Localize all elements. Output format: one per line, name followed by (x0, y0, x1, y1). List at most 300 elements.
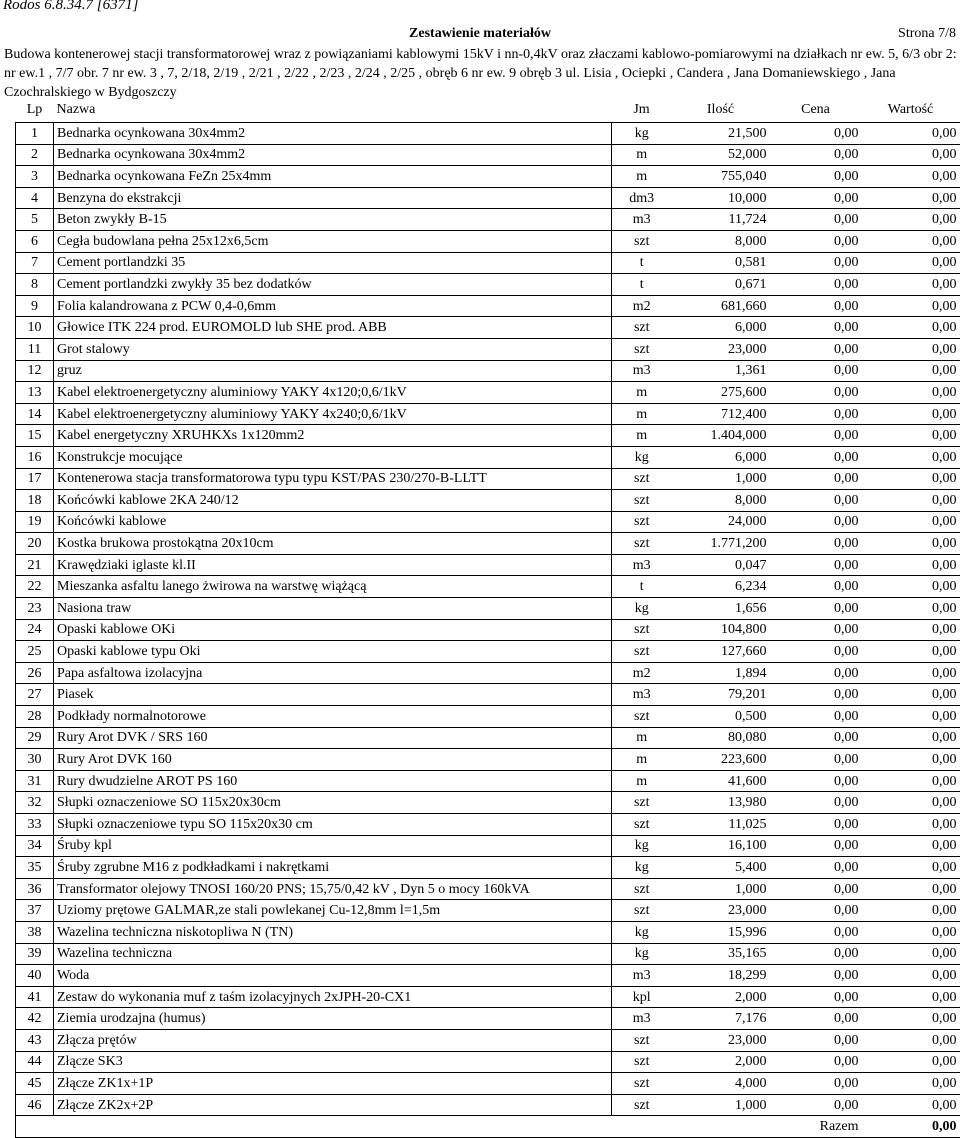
cell-unit: szt (612, 468, 672, 490)
cell-value: 0,00 (862, 727, 960, 749)
cell-value: 0,00 (862, 1051, 960, 1073)
table-row (16, 209, 960, 231)
cell-lp: 2 (16, 144, 54, 166)
table-row (16, 1051, 960, 1073)
cell-price: 0,00 (770, 295, 862, 317)
cell-price: 0,00 (770, 986, 862, 1008)
cell-quantity: 6,234 (672, 576, 770, 598)
cell-quantity: 35,165 (672, 943, 770, 965)
cell-name: Uziomy prętowe GALMAR,ze stali powlekanej Cu-12,8mm l=1,5m (54, 900, 612, 922)
cell-quantity: 79,201 (672, 684, 770, 706)
cell-value: 0,00 (862, 857, 960, 879)
cell-lp: 45 (16, 1073, 54, 1095)
cell-quantity: 0,671 (672, 274, 770, 296)
cell-value: 0,00 (862, 425, 960, 447)
cell-name: Złącze ZK2x+2P (54, 1094, 612, 1116)
cell-unit: szt (612, 641, 672, 663)
total-row (16, 1116, 960, 1138)
cell-price: 0,00 (770, 835, 862, 857)
cell-unit: m3 (612, 209, 672, 231)
cell-unit: szt (612, 706, 672, 728)
cell-quantity: 0,500 (672, 706, 770, 728)
cell-lp: 36 (16, 878, 54, 900)
cell-quantity: 8,000 (672, 490, 770, 512)
cell-price: 0,00 (770, 1051, 862, 1073)
cell-lp: 26 (16, 662, 54, 684)
cell-unit: szt (612, 792, 672, 814)
cell-quantity: 712,400 (672, 403, 770, 425)
table-row (16, 468, 960, 490)
cell-unit: m2 (612, 662, 672, 684)
cell-price: 0,00 (770, 1008, 862, 1030)
cell-quantity: 7,176 (672, 1008, 770, 1030)
cell-name: Cement portlandzki zwykły 35 bez dodatków (54, 274, 612, 296)
page-number: Strona 7/8 (898, 26, 956, 41)
cell-name: Końcówki kablowe 2KA 240/12 (54, 490, 612, 512)
table-row (16, 252, 960, 274)
cell-name: Zestaw do wykonania muf z taśm izolacyjnych 2xJPH-20-CX1 (54, 986, 612, 1008)
cell-price: 0,00 (770, 166, 862, 188)
table-row (16, 900, 960, 922)
table-row (16, 576, 960, 598)
column-header-lp: Lp (16, 97, 54, 123)
cell-name: Kostka brukowa prostokątna 20x10cm (54, 533, 612, 555)
cell-name: Nasiona traw (54, 598, 612, 620)
table-row (16, 511, 960, 533)
cell-quantity: 23,000 (672, 900, 770, 922)
cell-value: 0,00 (862, 1008, 960, 1030)
cell-value: 0,00 (862, 533, 960, 555)
cell-quantity: 16,100 (672, 835, 770, 857)
table-row (16, 403, 960, 425)
cell-value: 0,00 (862, 900, 960, 922)
table-row (16, 554, 960, 576)
cell-lp: 21 (16, 554, 54, 576)
cell-unit: szt (612, 230, 672, 252)
cell-price: 0,00 (770, 338, 862, 360)
cell-quantity: 18,299 (672, 965, 770, 987)
table-row (16, 814, 960, 836)
column-header-name: Nazwa (54, 97, 612, 123)
cell-lp: 31 (16, 770, 54, 792)
cell-name: Grot stalowy (54, 338, 612, 360)
cell-quantity: 5,400 (672, 857, 770, 879)
cell-name: Bednarka ocynkowana 30x4mm2 (54, 123, 612, 145)
cell-lp: 1 (16, 123, 54, 145)
cell-unit: kg (612, 446, 672, 468)
table-row (16, 338, 960, 360)
table-row (16, 382, 960, 404)
cell-unit: szt (612, 1073, 672, 1095)
cell-quantity: 1,000 (672, 1094, 770, 1116)
cell-name: Folia kalandrowana z PCW 0,4-0,6mm (54, 295, 612, 317)
cell-value: 0,00 (862, 965, 960, 987)
cell-name: Kabel energetyczny XRUHKXs 1x120mm2 (54, 425, 612, 447)
cell-quantity: 1.771,200 (672, 533, 770, 555)
cell-lp: 42 (16, 1008, 54, 1030)
cell-lp: 41 (16, 986, 54, 1008)
cell-price: 0,00 (770, 274, 862, 296)
cell-unit: szt (612, 1094, 672, 1116)
cell-lp: 22 (16, 576, 54, 598)
cell-price: 0,00 (770, 533, 862, 555)
cell-unit: kpl (612, 986, 672, 1008)
cell-lp: 23 (16, 598, 54, 620)
cell-value: 0,00 (862, 1094, 960, 1116)
cell-lp: 32 (16, 792, 54, 814)
cell-name: Transformator olejowy TNOSI 160/20 PNS; 15,75/0,42 kV , Dyn 5 o mocy 160kVA (54, 878, 612, 900)
cell-unit: szt (612, 511, 672, 533)
cell-name: Konstrukcje mocujące (54, 446, 612, 468)
table-row (16, 770, 960, 792)
cell-value: 0,00 (862, 619, 960, 641)
cell-name: Podkłady normalnotorowe (54, 706, 612, 728)
cell-value: 0,00 (862, 706, 960, 728)
cell-quantity: 1,656 (672, 598, 770, 620)
table-row (16, 295, 960, 317)
cell-quantity: 41,600 (672, 770, 770, 792)
cell-name: Piasek (54, 684, 612, 706)
cell-name: Głowice ITK 224 prod. EUROMOLD lub SHE prod. ABB (54, 317, 612, 339)
cell-lp: 35 (16, 857, 54, 879)
cell-price: 0,00 (770, 878, 862, 900)
cell-name: Wazelina techniczna (54, 943, 612, 965)
table-row (16, 749, 960, 771)
cell-unit: szt (612, 814, 672, 836)
cell-price: 0,00 (770, 641, 862, 663)
cell-value: 0,00 (862, 123, 960, 145)
cell-value: 0,00 (862, 1073, 960, 1095)
cell-quantity: 80,080 (672, 727, 770, 749)
cell-unit: szt (612, 1029, 672, 1051)
table-row (16, 727, 960, 749)
cell-unit: m (612, 166, 672, 188)
cell-value: 0,00 (862, 338, 960, 360)
cell-lp: 7 (16, 252, 54, 274)
cell-price: 0,00 (770, 770, 862, 792)
table-row (16, 641, 960, 663)
cell-value: 0,00 (862, 252, 960, 274)
cell-value: 0,00 (862, 360, 960, 382)
cell-quantity: 2,000 (672, 986, 770, 1008)
cell-name: Rury dwudzielne AROT PS 160 (54, 770, 612, 792)
cell-name: Bednarka ocynkowana 30x4mm2 (54, 144, 612, 166)
cell-unit: szt (612, 317, 672, 339)
cell-price: 0,00 (770, 511, 862, 533)
cell-lp: 29 (16, 727, 54, 749)
cell-unit: kg (612, 598, 672, 620)
cell-quantity: 8,000 (672, 230, 770, 252)
cell-value: 0,00 (862, 986, 960, 1008)
cell-quantity: 223,600 (672, 749, 770, 771)
cell-name: gruz (54, 360, 612, 382)
table-row (16, 144, 960, 166)
table-row (16, 166, 960, 188)
cell-price: 0,00 (770, 857, 862, 879)
cell-lp: 18 (16, 490, 54, 512)
cell-price: 0,00 (770, 684, 862, 706)
cell-quantity: 13,980 (672, 792, 770, 814)
cell-lp: 27 (16, 684, 54, 706)
cell-value: 0,00 (862, 187, 960, 209)
cell-price: 0,00 (770, 382, 862, 404)
table-row (16, 360, 960, 382)
cell-quantity: 1.404,000 (672, 425, 770, 447)
cell-price: 0,00 (770, 900, 862, 922)
cell-unit: kg (612, 943, 672, 965)
total-empty-cell (16, 1116, 672, 1138)
cell-name: Złącza prętów (54, 1029, 612, 1051)
cell-lp: 11 (16, 338, 54, 360)
cell-quantity: 0,581 (672, 252, 770, 274)
cell-name: Kabel elektroenergetyczny aluminiowy YAKY 4x120;0,6/1kV (54, 382, 612, 404)
cell-lp: 14 (16, 403, 54, 425)
table-row (16, 857, 960, 879)
cell-quantity: 11,724 (672, 209, 770, 231)
table-row (16, 425, 960, 447)
cell-quantity: 10,000 (672, 187, 770, 209)
project-description: Budowa kontenerowej stacji transformatorowej wraz z powiązaniami kablowymi 15kV i nn-0,4kV oraz złaczami kablowo-pomiarowymi na działkach nr ew. 5, 6/3 obr 2: nr ew.1 , 7/7 obr. 7 nr ew. 3 , 7, 2/18, 2/19 , 2/21 , 2/22 , 2/23 , 2/24 , 2/25 , obręb 6 nr ew. 9 obręb 3 ul. Lisia , Ociepki , Candera , Jana Domaniewskiego , Jana Czochralskiego w Bydgoszczy (4, 47, 957, 100)
cell-lp: 44 (16, 1051, 54, 1073)
table-row (16, 943, 960, 965)
table-row (16, 878, 960, 900)
cell-name: Rury Arot DVK / SRS 160 (54, 727, 612, 749)
cell-unit: m2 (612, 295, 672, 317)
cell-price: 0,00 (770, 921, 862, 943)
cell-value: 0,00 (862, 554, 960, 576)
cell-name: Krawędziaki iglaste kl.II (54, 554, 612, 576)
cell-unit: m3 (612, 684, 672, 706)
cell-price: 0,00 (770, 490, 862, 512)
cell-unit: szt (612, 490, 672, 512)
cell-value: 0,00 (862, 468, 960, 490)
cell-value: 0,00 (862, 1029, 960, 1051)
cell-quantity: 275,600 (672, 382, 770, 404)
cell-lp: 9 (16, 295, 54, 317)
cell-unit: m3 (612, 965, 672, 987)
cell-name: Opaski kablowe typu Oki (54, 641, 612, 663)
cell-name: Końcówki kablowe (54, 511, 612, 533)
cell-lp: 10 (16, 317, 54, 339)
cell-unit: kg (612, 857, 672, 879)
cell-name: Słupki oznaczeniowe SO 115x20x30cm (54, 792, 612, 814)
cell-unit: szt (612, 533, 672, 555)
cell-unit: kg (612, 835, 672, 857)
cell-unit: t (612, 252, 672, 274)
cell-value: 0,00 (862, 641, 960, 663)
cell-name: Wazelina techniczna niskotopliwa N (TN) (54, 921, 612, 943)
cell-value: 0,00 (862, 166, 960, 188)
cell-quantity: 6,000 (672, 446, 770, 468)
table-row (16, 835, 960, 857)
cell-value: 0,00 (862, 446, 960, 468)
cell-value: 0,00 (862, 943, 960, 965)
cell-price: 0,00 (770, 598, 862, 620)
cell-name: Woda (54, 965, 612, 987)
cell-price: 0,00 (770, 706, 862, 728)
cell-price: 0,00 (770, 209, 862, 231)
cell-price: 0,00 (770, 252, 862, 274)
table-row (16, 446, 960, 468)
cell-lp: 38 (16, 921, 54, 943)
cell-name: Śruby kpl (54, 835, 612, 857)
cell-price: 0,00 (770, 468, 862, 490)
cell-lp: 19 (16, 511, 54, 533)
table-row (16, 662, 960, 684)
cell-unit: szt (612, 619, 672, 641)
cell-lp: 25 (16, 641, 54, 663)
cell-quantity: 24,000 (672, 511, 770, 533)
cell-unit: szt (612, 338, 672, 360)
cell-name: Papa asfaltowa izolacyjna (54, 662, 612, 684)
cell-quantity: 23,000 (672, 1029, 770, 1051)
cell-lp: 39 (16, 943, 54, 965)
cell-price: 0,00 (770, 727, 862, 749)
cell-price: 0,00 (770, 123, 862, 145)
cell-price: 0,00 (770, 749, 862, 771)
cell-quantity: 0,047 (672, 554, 770, 576)
app-version: Rodos 6.8.34.7 [6371] (3, 0, 139, 13)
cell-unit: m (612, 727, 672, 749)
cell-lp: 20 (16, 533, 54, 555)
cell-price: 0,00 (770, 619, 862, 641)
cell-lp: 3 (16, 166, 54, 188)
cell-name: Złącze SK3 (54, 1051, 612, 1073)
cell-lp: 4 (16, 187, 54, 209)
cell-price: 0,00 (770, 662, 862, 684)
cell-price: 0,00 (770, 792, 862, 814)
table-row (16, 965, 960, 987)
cell-value: 0,00 (862, 598, 960, 620)
cell-unit: m (612, 770, 672, 792)
cell-quantity: 15,996 (672, 921, 770, 943)
cell-lp: 16 (16, 446, 54, 468)
cell-lp: 5 (16, 209, 54, 231)
cell-lp: 43 (16, 1029, 54, 1051)
cell-price: 0,00 (770, 403, 862, 425)
cell-unit: m (612, 382, 672, 404)
table-row (16, 1094, 960, 1116)
cell-value: 0,00 (862, 295, 960, 317)
cell-value: 0,00 (862, 490, 960, 512)
table-row (16, 1008, 960, 1030)
cell-quantity: 104,800 (672, 619, 770, 641)
cell-unit: m3 (612, 1008, 672, 1030)
cell-price: 0,00 (770, 446, 862, 468)
column-header-value: Wartość (862, 97, 960, 123)
materials-table (15, 97, 960, 1138)
cell-value: 0,00 (862, 878, 960, 900)
cell-unit: m (612, 425, 672, 447)
cell-name: Złącze ZK1x+1P (54, 1073, 612, 1095)
cell-value: 0,00 (862, 274, 960, 296)
cell-unit: szt (612, 1051, 672, 1073)
cell-quantity: 4,000 (672, 1073, 770, 1095)
cell-quantity: 6,000 (672, 317, 770, 339)
cell-name: Śruby zgrubne M16 z podkładkami i nakrętkami (54, 857, 612, 879)
cell-lp: 6 (16, 230, 54, 252)
cell-price: 0,00 (770, 144, 862, 166)
table-row (16, 684, 960, 706)
cell-value: 0,00 (862, 230, 960, 252)
column-header-unit: Jm (612, 97, 672, 123)
cell-price: 0,00 (770, 814, 862, 836)
table-row (16, 317, 960, 339)
column-header-price: Cena (770, 97, 862, 123)
cell-unit: szt (612, 878, 672, 900)
table-row (16, 123, 960, 145)
cell-name: Mieszanka asfaltu lanego żwirowa na warstwę wiążącą (54, 576, 612, 598)
cell-unit: m (612, 144, 672, 166)
cell-name: Benzyna do ekstrakcji (54, 187, 612, 209)
cell-value: 0,00 (862, 144, 960, 166)
cell-value: 0,00 (862, 835, 960, 857)
cell-name: Ziemia urodzajna (humus) (54, 1008, 612, 1030)
table-row (16, 490, 960, 512)
cell-quantity: 1,000 (672, 468, 770, 490)
cell-price: 0,00 (770, 1073, 862, 1095)
cell-lp: 24 (16, 619, 54, 641)
cell-name: Rury Arot DVK 160 (54, 749, 612, 771)
cell-lp: 12 (16, 360, 54, 382)
cell-lp: 17 (16, 468, 54, 490)
cell-lp: 34 (16, 835, 54, 857)
cell-unit: kg (612, 921, 672, 943)
cell-unit: szt (612, 900, 672, 922)
column-header-quantity: Ilość (672, 97, 770, 123)
cell-unit: m (612, 749, 672, 771)
cell-unit: m3 (612, 554, 672, 576)
cell-value: 0,00 (862, 792, 960, 814)
cell-unit: m (612, 403, 672, 425)
cell-name: Kontenerowa stacja transformatorowa typu typu KST/PAS 230/270-B-LLTT (54, 468, 612, 490)
cell-price: 0,00 (770, 1029, 862, 1051)
cell-price: 0,00 (770, 943, 862, 965)
cell-name: Kabel elektroenergetyczny aluminiowy YAKY 4x240;0,6/1kV (54, 403, 612, 425)
cell-name: Beton zwykły B-15 (54, 209, 612, 231)
cell-quantity: 21,500 (672, 123, 770, 145)
cell-value: 0,00 (862, 662, 960, 684)
table-row (16, 1029, 960, 1051)
table-row (16, 230, 960, 252)
cell-value: 0,00 (862, 921, 960, 943)
cell-lp: 30 (16, 749, 54, 771)
cell-price: 0,00 (770, 187, 862, 209)
cell-value: 0,00 (862, 403, 960, 425)
cell-quantity: 11,025 (672, 814, 770, 836)
cell-price: 0,00 (770, 965, 862, 987)
total-value: 0,00 (862, 1116, 960, 1138)
cell-value: 0,00 (862, 684, 960, 706)
table-row (16, 986, 960, 1008)
cell-unit: dm3 (612, 187, 672, 209)
cell-price: 0,00 (770, 554, 862, 576)
cell-lp: 13 (16, 382, 54, 404)
cell-lp: 28 (16, 706, 54, 728)
table-row (16, 619, 960, 641)
cell-lp: 33 (16, 814, 54, 836)
cell-unit: t (612, 274, 672, 296)
cell-value: 0,00 (862, 511, 960, 533)
cell-value: 0,00 (862, 749, 960, 771)
cell-price: 0,00 (770, 230, 862, 252)
cell-value: 0,00 (862, 317, 960, 339)
cell-name: Cegła budowlana pełna 25x12x6,5cm (54, 230, 612, 252)
cell-lp: 37 (16, 900, 54, 922)
cell-quantity: 1,894 (672, 662, 770, 684)
cell-unit: kg (612, 123, 672, 145)
cell-price: 0,00 (770, 576, 862, 598)
